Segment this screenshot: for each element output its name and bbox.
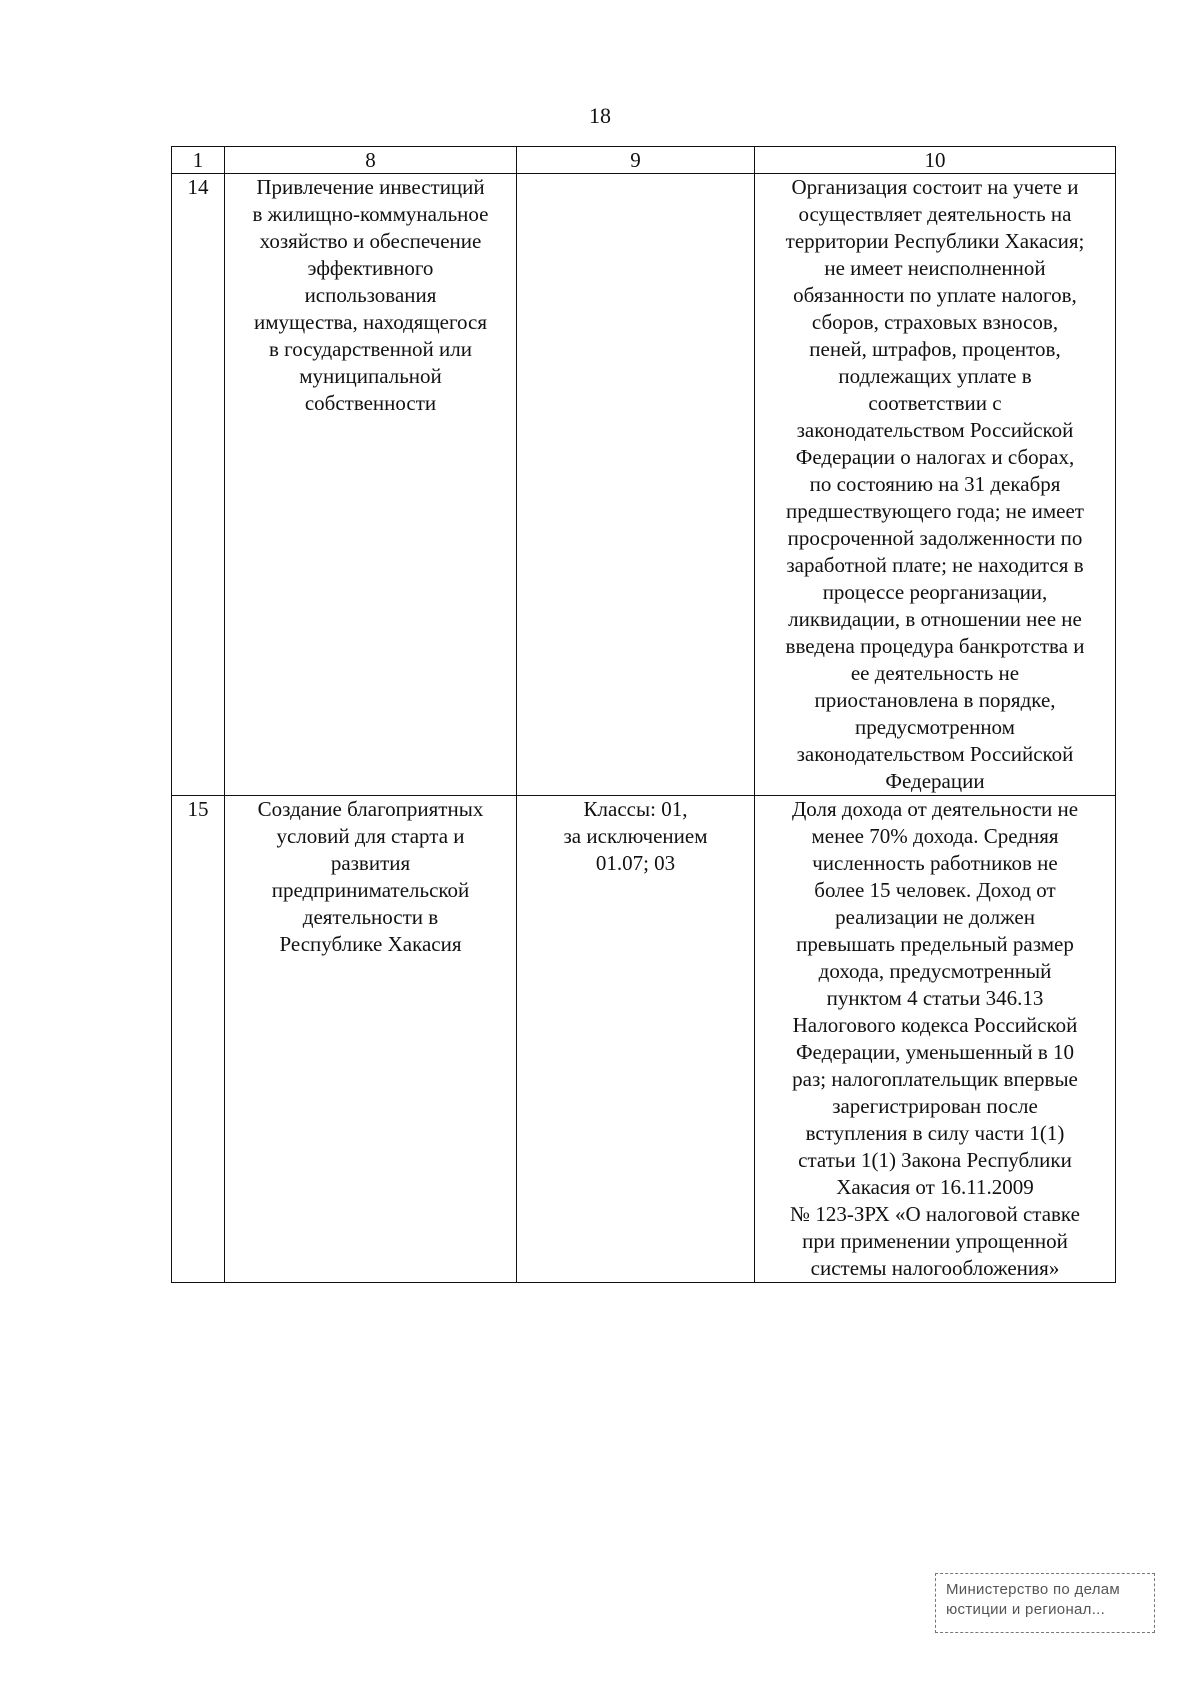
row-classes: [517, 174, 755, 796]
table-row: [172, 796, 1116, 1283]
header-col-10: 10: [755, 147, 1116, 174]
row-purpose: Привлечение инвестиций в жилищно-коммунальное хозяйство и обеспечение эффективного использования имущества, находящегося в государственной или муниципальной собственности: [225, 174, 517, 796]
header-col-1: 1: [172, 147, 225, 174]
row-classes: Классы: 01, за исключением 01.07; 03: [517, 796, 755, 1283]
header-col-9: 9: [517, 147, 755, 174]
ministry-stamp: Министерство по делам юстиции и регионал...: [935, 1573, 1155, 1633]
document-table: [171, 146, 1116, 1283]
row-number: 14: [172, 174, 225, 796]
table-header-row: [172, 147, 1116, 174]
row-purpose: Создание благоприятных условий для старта и развития предпринимательской деятельности в Республике Хакасия: [225, 796, 517, 1283]
row-number: 15: [172, 796, 225, 1283]
page-number: 18: [589, 103, 611, 128]
row-conditions: Доля дохода от деятельности не менее 70% дохода. Средняя численность работников не более 15 человек. Доход от реализации не должен превышать предельный размер дохода, предусмотренный пунктом 4 статьи 346.13 Налогового кодекса Российской Федерации, уменьшенный в 10 раз; налогоплательщик впервые зарегистрирован после вступления в силу части 1(1) статьи 1(1) Закона Республики Хакасия от 16.11.2009 № 123-ЗРХ «О налоговой ставке при применении упрощенной системы налогообложения»: [755, 796, 1116, 1283]
row-conditions: Организация состоит на учете и осуществляет деятельность на территории Республики Хакасия; не имеет неисполненной обязанности по уплате налогов, сборов, страховых взносов, пеней, штрафов, процентов, подлежащих уплате в соответствии с законодательством Российской Федерации о налогах и сборах, по состоянию на 31 декабря предшествующего года; не имеет просроченной задолженности по заработной плате; не находится в процессе реорганизации, ликвидации, в отношении нее не введена процедура банкротства и ее деятельность не приостановлена в порядке, предусмотренном законодательством Российской Федерации: [755, 174, 1116, 796]
header-col-8: 8: [225, 147, 517, 174]
table-row: [172, 174, 1116, 796]
